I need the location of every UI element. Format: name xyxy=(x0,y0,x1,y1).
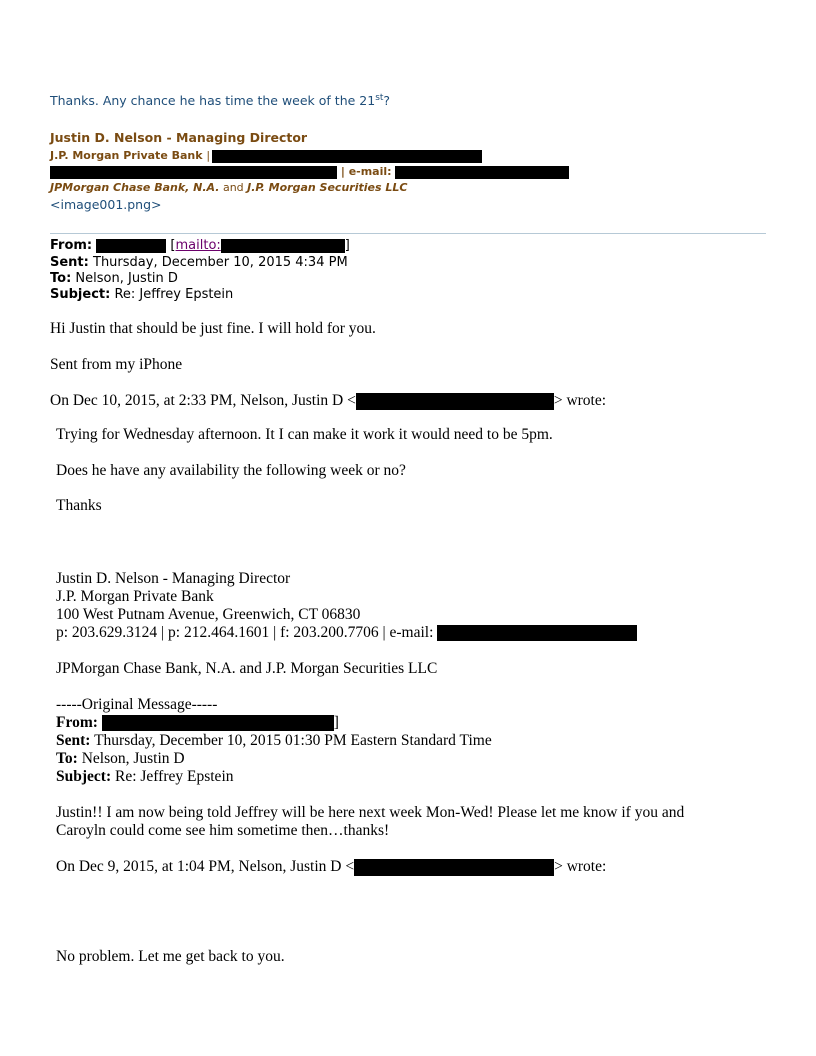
original-to xyxy=(56,750,185,768)
original-body-line: Justin!! I am now being told Jeffrey will be here next week Mon-Wed! Please let me know if you and xyxy=(56,804,685,821)
signature-chase: JPMorgan Chase Bank, N.A. xyxy=(50,181,220,194)
original-quote-suffix: > wrote: xyxy=(554,858,607,875)
signature-image-placeholder: <image001.png> xyxy=(50,197,162,212)
header-from xyxy=(50,238,350,254)
redaction-box xyxy=(212,150,482,163)
signature-and: and xyxy=(222,181,244,194)
quote-suffix: > wrote: xyxy=(553,392,607,409)
header-sent-value: Thursday, December 10, 2015 4:34 PM xyxy=(93,255,348,270)
quote-line xyxy=(50,392,606,410)
body-line: Thanks xyxy=(56,497,102,514)
mailto-link[interactable]: mailto: xyxy=(175,238,221,253)
reply-superscript: st xyxy=(375,93,384,103)
signature-email-line xyxy=(50,164,569,180)
body-line: Sent from my iPhone xyxy=(50,356,183,373)
original-sent xyxy=(56,732,492,750)
header-sent-label: Sent: xyxy=(50,255,89,270)
original-subject xyxy=(56,768,234,786)
body-line: Does he have any availability the following week or no? xyxy=(56,462,406,479)
original-from-label: From: xyxy=(56,714,98,731)
original-to-value: Nelson, Justin D xyxy=(81,750,185,767)
signature2-bank: J.P. Morgan Private Bank xyxy=(56,588,214,605)
header-close-bracket: ] xyxy=(344,238,350,253)
header-to xyxy=(50,271,178,287)
original-body-line: Caroyln could come see him sometime then…thanks! xyxy=(56,822,390,839)
signature2-phones xyxy=(56,624,637,642)
signature2-address: 100 West Putnam Avenue, Greenwich, CT 06830 xyxy=(56,606,361,623)
header-to-value: Nelson, Justin D xyxy=(75,271,178,286)
header-subject-label: Subject: xyxy=(50,287,111,302)
signature-name: Justin D. Nelson - Managing Director xyxy=(50,130,308,145)
redaction-box xyxy=(50,166,337,179)
body-line: Hi Justin that should be just fine. I will hold for you. xyxy=(50,320,376,337)
header-subject xyxy=(50,287,233,303)
original-divider: -----Original Message----- xyxy=(56,696,218,713)
quote-prefix: On Dec 10, 2015, at 2:33 PM, Nelson, Justin D < xyxy=(50,392,356,409)
reply-end: ? xyxy=(383,93,391,109)
signature-legal-line xyxy=(50,180,407,196)
signature-securities: J.P. Morgan Securities LLC xyxy=(247,181,408,194)
divider-rule xyxy=(50,233,766,234)
body-line: Trying for Wednesday afternoon. It I can make it work it would need to be 5pm. xyxy=(56,426,553,443)
original-subject-value: Re: Jeffrey Epstein xyxy=(114,768,234,785)
header-sent xyxy=(50,255,348,271)
redaction-box xyxy=(395,166,569,179)
original-from xyxy=(56,714,339,732)
redaction-box xyxy=(354,859,554,876)
final-line: No problem. Let me get back to you. xyxy=(56,948,285,965)
original-to-label: To: xyxy=(56,750,78,767)
header-subject-value: Re: Jeffrey Epstein xyxy=(114,287,234,302)
signature-bank-label: J.P. Morgan Private Bank xyxy=(50,149,203,162)
header-to-label: To: xyxy=(50,271,72,286)
original-subject-label: Subject: xyxy=(56,768,112,785)
original-close-bracket: ] xyxy=(333,714,339,731)
redaction-box xyxy=(356,393,554,410)
signature-bank-sep: | xyxy=(206,149,211,162)
original-quote-line xyxy=(56,858,606,876)
header-open-bracket: [ xyxy=(170,238,176,253)
signature-email-label: | e-mail: xyxy=(340,165,392,178)
original-sent-label: Sent: xyxy=(56,732,91,749)
redaction-box xyxy=(96,239,166,253)
redaction-box xyxy=(102,715,334,731)
signature2-name: Justin D. Nelson - Managing Director xyxy=(56,570,291,587)
redaction-box xyxy=(437,625,637,641)
signature2-phones-text: p: 203.629.3124 | p: 212.464.1601 | f: 203.200.7706 | e-mail: xyxy=(56,624,434,641)
signature-bank-line xyxy=(50,148,482,164)
reply-text: Thanks. Any chance he has time the week of the 21 xyxy=(50,93,376,109)
redaction-box xyxy=(221,239,345,253)
header-from-label: From: xyxy=(50,238,93,253)
original-quote-prefix: On Dec 9, 2015, at 1:04 PM, Nelson, Justin D < xyxy=(56,858,355,875)
original-sent-value: Thursday, December 10, 2015 01:30 PM Eastern Standard Time xyxy=(94,732,492,749)
reply-line xyxy=(50,93,390,108)
signature2-legal: JPMorgan Chase Bank, N.A. and J.P. Morgan Securities LLC xyxy=(56,660,438,677)
